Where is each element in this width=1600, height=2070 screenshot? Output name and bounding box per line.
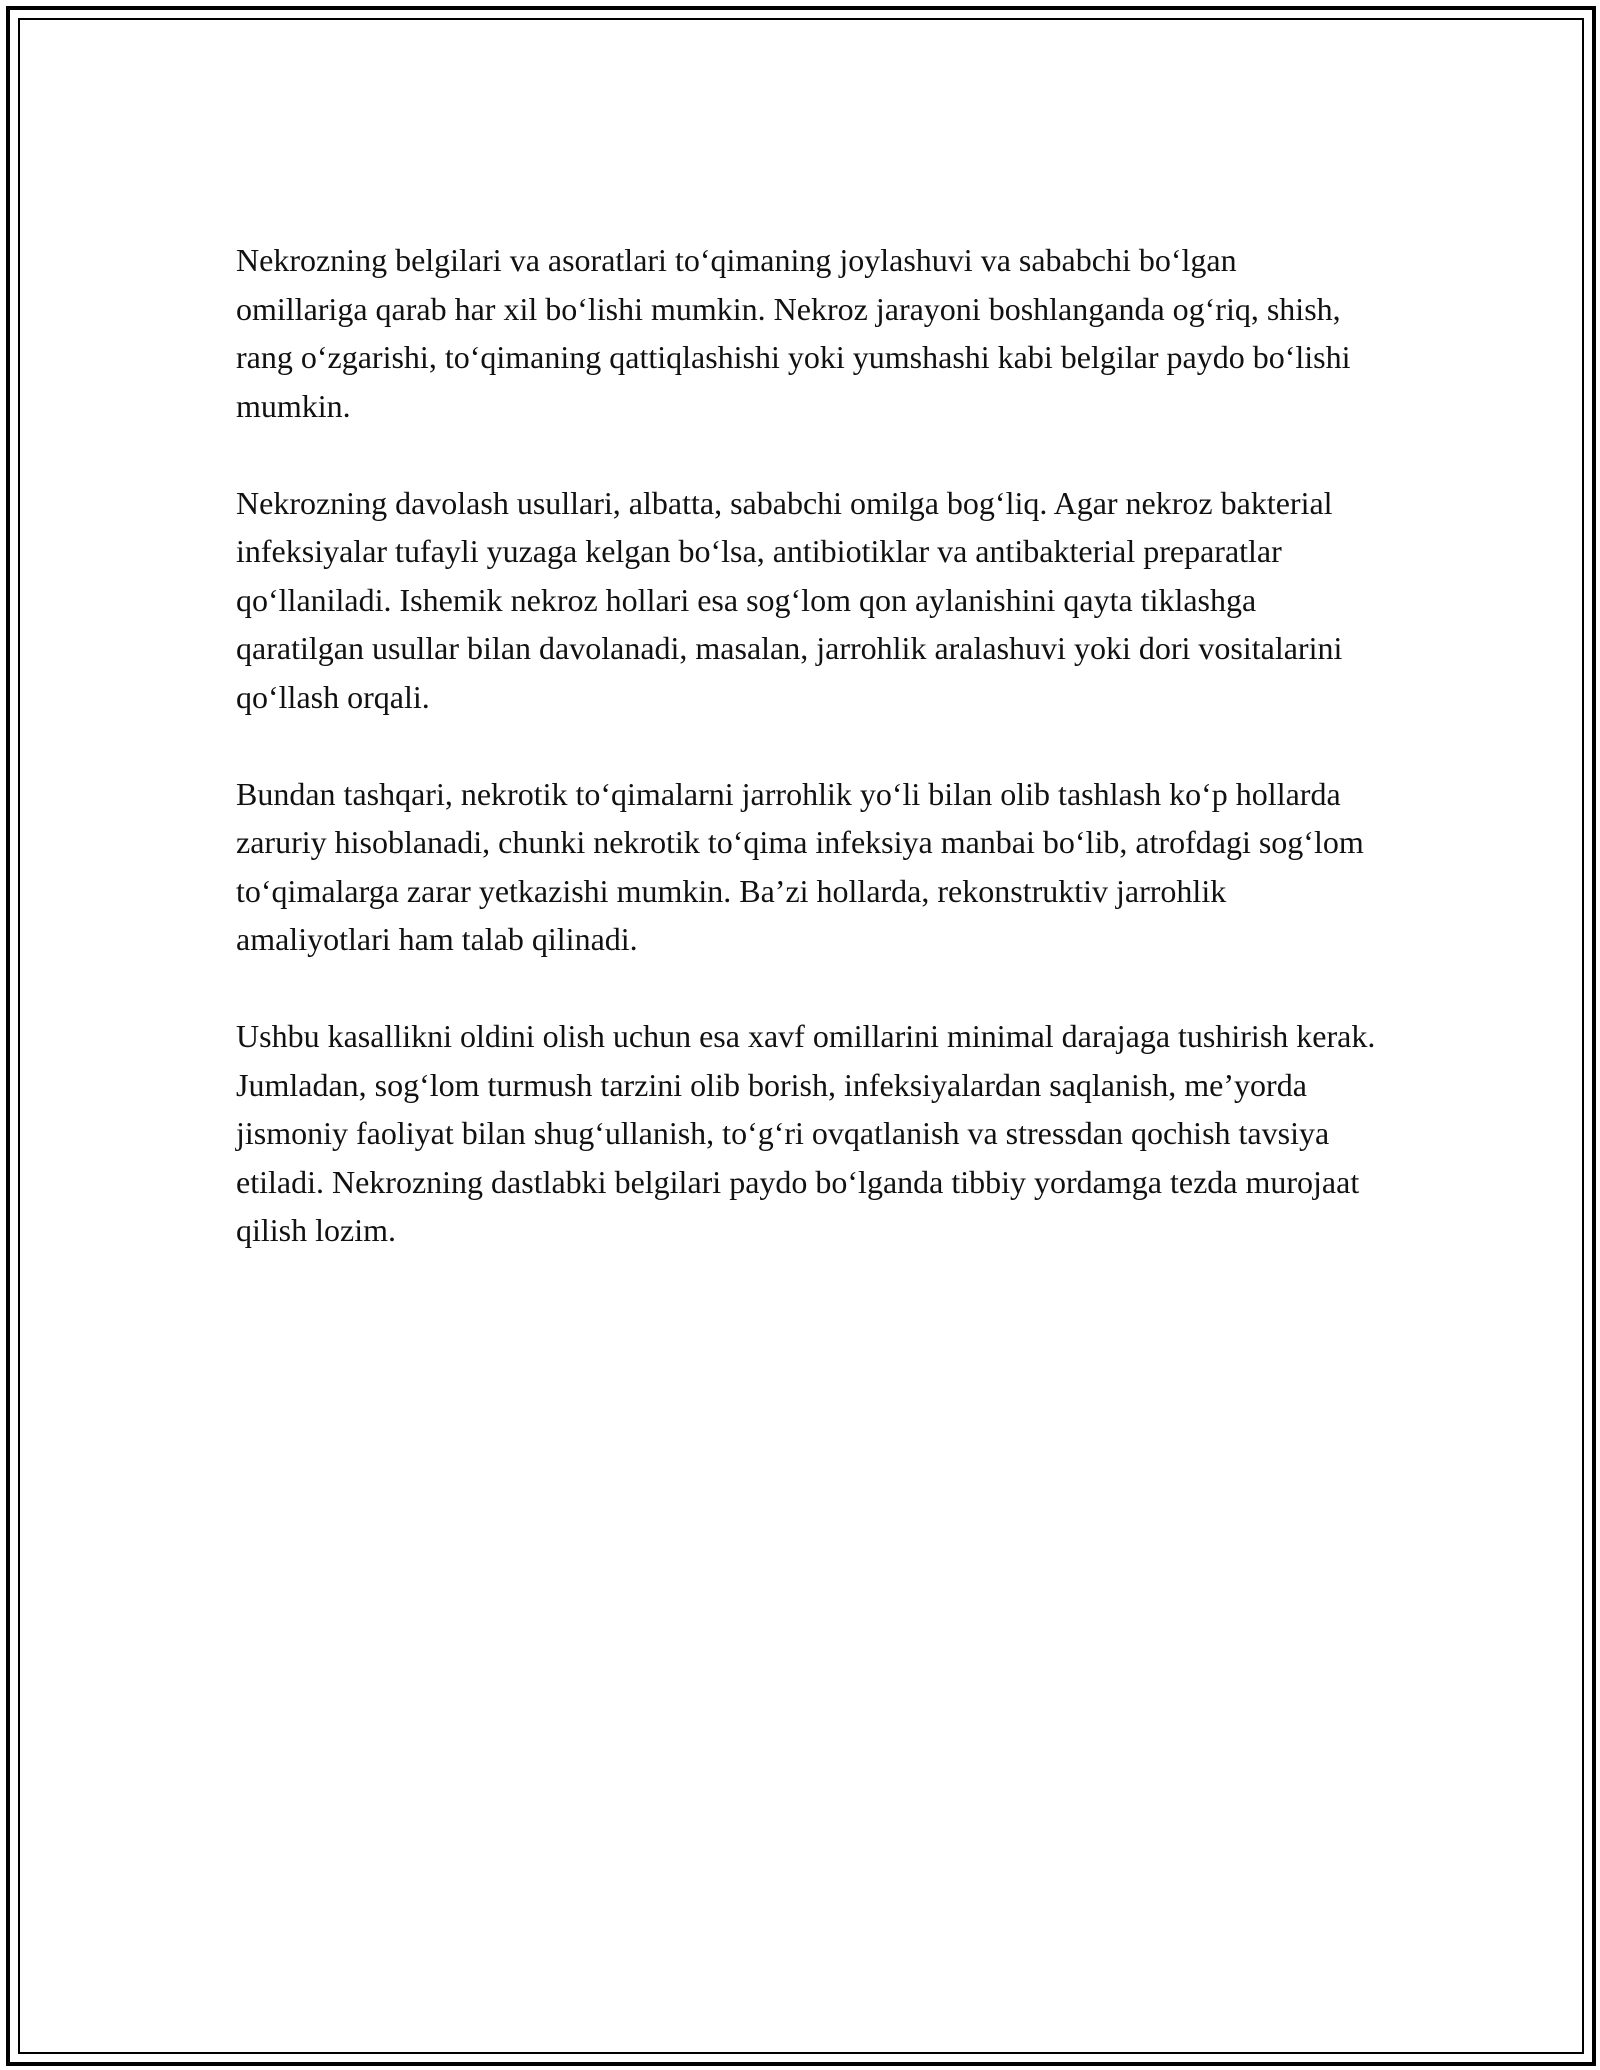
paragraph-prevention: Ushbu kasallikni oldini olish uchun esa xavf omillarini minimal darajaga tushirish kerak. Jumladan, sog‘lom turmush tarzini olib borish, infeksiyalardan saqlanish, me’yorda jismoniy faoliyat bilan shug‘ullanish, to‘g‘ri ovqatlanish va stressdan qochish tavsiya etiladi. Nekrozning dastlabki belgilari paydo bo‘lganda tibbiy yordamga tezda murojaat qilish lozim.: [236, 1018, 1376, 1248]
document-body: [236, 236, 1376, 1303]
paragraph-treatment: Nekrozning davolash usullari, albatta, sababchi omilga bog‘liq. Agar nekroz bakterial infeksiyalar tufayli yuzaga kelgan bo‘lsa, antibiotiklar va antibakterial preparatlar qo‘llaniladi. Ishemik nekroz hollari esa sog‘lom qon aylanishini qayta tiklashga qaratilgan usullar bilan davolanadi, masalan, jarrohlik aralashuvi yoki dori vositalarini qo‘llash orqali.: [236, 484, 1343, 715]
paragraph-surgery: Bundan tashqari, nekrotik to‘qimalarni jarrohlik yo‘li bilan olib tashlash ko‘p hollarda zaruriy hisoblanadi, chunki nekrotik to‘qima infeksiya manbai bo‘lib, atrofdagi sog‘lom to‘qimalarga zarar yetkazishi mumkin. Ba’zi hollarda, rekonstruktiv jarrohlik amaliyotlari ham talab qilinadi.: [236, 775, 1364, 957]
paragraph-symptoms: Nekrozning belgilari va asoratlari to‘qimaning joylashuvi va sababchi bo‘lgan omillariga qarab har xil bo‘lishi mumkin. Nekroz jarayoni boshlanganda og‘riq, shish, rang o‘zgarishi, to‘qimaning qattiqlashishi yoki yumshashi kabi belgilar paydo bo‘lishi mumkin.: [236, 242, 1351, 424]
